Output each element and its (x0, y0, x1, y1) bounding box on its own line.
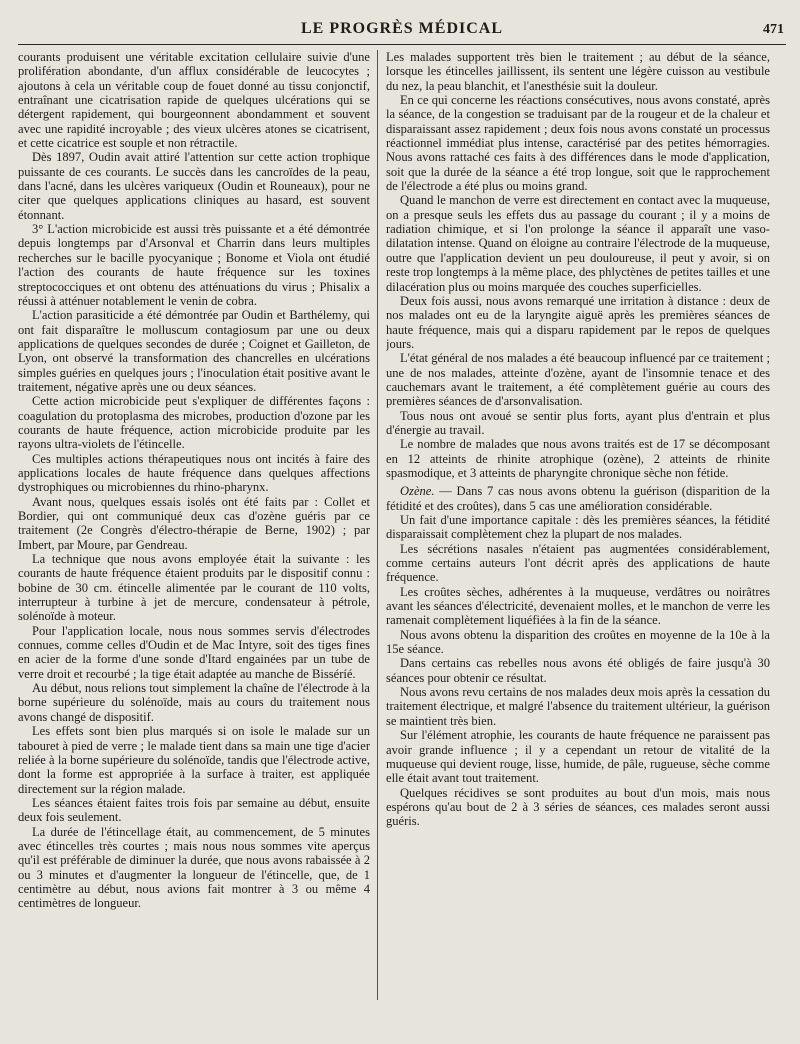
paragraph: Au début, nous relions tout simplement la chaîne de l'électrode à la borne supérieure du solénoïde, mais au cours du traitement nous avons changé de dispositif. (18, 681, 370, 724)
paragraph: Les effets sont bien plus marqués si on isole le malade sur un tabouret à pied de verre ; le malade tient dans sa main une tige d'acier reliée à la borne supérieure du solénoïde, tandis que l'électrode active, dont la forme est appropriée à la surface à traiter, est appliquée directement sur la région malade. (18, 724, 370, 796)
paragraph: Un fait d'une importance capitale : dès les premières séances, la fétidité disparaissait complètement chez la plupart de nos malades. (386, 513, 770, 542)
paragraph: En ce qui concerne les réactions consécutives, nous avons constaté, après la séance, de la congestion se traduisant par de la rougeur et de la chaleur et disparaissant assez rapidement ; deux fois nous avons constaté un processus réactionnel immédiat plus intense, caractérisé par des petites hémorragies. Nous avons rattaché ces faits à des différences dans le mode d'application, soit que la durée de la séance a été trop longue, soit que le rapprochement de l'électrode a été plus ou moins grand. (386, 93, 770, 194)
paragraph: L'action parasiticide a été démontrée par Oudin et Barthélemy, qui ont fait disparaître le molluscum contagiosum par une ou deux applications de quelques secondes de durée ; Coignet et Gailleton, de Lyon, ont observé la transformation des chancrelles en ulcérations simples guéries en quelques jours ; l'inoculation était positive avant le traitement, négative après une ou deux séances. (18, 308, 370, 394)
paragraph-text: Dans 7 cas nous avons obtenu la guérison (disparition de la fétidité et des croûtes), dans 5 cas une amélioration considérable. (386, 484, 770, 513)
column-divider (377, 50, 378, 1000)
paragraph: L'état général de nos malades a été beaucoup influencé par ce traitement ; une de nos malades, atteinte d'ozène, ayant de l'insomnie tenace et des cauchemars avant le traitement, a été complètement guérie au cours des premières séances de d'arsonvalisation. (386, 351, 770, 409)
right-column (386, 50, 770, 1022)
paragraph: La technique que nous avons employée était la suivante : les courants de haute fréquence étaient produits par le dispositif connu : bobine de 30 cm. étincelle alimentée par le courant de 110 volts, interrupteur à turbine à jet de mercure, condensateur à pétrole, solénoïde à moteur. (18, 552, 370, 624)
paragraph: Nous avons obtenu la disparition des croûtes en moyenne de la 10e à la 15e séance. (386, 627, 770, 657)
paragraph: Dès 1897, Oudin avait attiré l'attention sur cette action trophique puissante de ces courants. Le succès dans les cancroïdes de la peau, dans l'acné, dans les ulcères variqueux (Oudin et Rouneaux), pour ne citer que quelques applications cliniques au hasard, est souvent étonnant. (18, 150, 370, 222)
paragraph: Avant nous, quelques essais isolés ont été faits par : Collet et Bordier, qui ont communiqué deux cas d'ozène guéris par ce traitement (2e Congrès d'électro-thérapie de Berne, 1902) ; par Imbert, par Moure, par Gendreau. (18, 494, 370, 552)
paragraph: Ces multiples actions thérapeutiques nous ont incités à faire des applications locales de haute fréquence dans quelques affections dystrophiques ou microbiennes du rhino-pharynx. (18, 451, 370, 495)
paragraph: courants produisent une véritable excitation cellulaire suivie d'une prolifération abondante, d'un afflux considérable de leucocytes ; ajoutons à cela un véritable coup de fouet donné au tissu conjonctif, entraînant une cicatrisation rapide de quelques ulcérations qui se détergent rapidement, qui bourgeonnent abondamment et souvent avec une rapidité incroyable ; des vieux ulcères atones se cicatrisent, et cette cicatrice est souple et non rétractile. (18, 50, 370, 151)
paragraph: Les séances étaient faites trois fois par semaine au début, ensuite deux fois seulement. (18, 795, 370, 825)
paragraph: Nous avons revu certains de nos malades deux mois après la cessation du traitement électrique, et malgré l'absence du traitement ultérieur, la guérison se maintient très bien. (386, 685, 770, 728)
left-column (18, 50, 370, 1022)
page-header (18, 18, 786, 42)
paragraph: Pour l'application locale, nous nous sommes servis d'électrodes connues, comme celles d'Oudin et de Mac Intyre, soit des tiges fines en acier de la forme d'une sonde d'Itard engainées par un tube de verre droit et recourbé ; la tige était adaptée au manche de Bisséríé. (18, 623, 370, 681)
paragraph: Quelques récidives se sont produites au bout d'un mois, mais nous espérons qu'au bout de 2 à 3 séries de séances, ces malades seront aussi guéris. (386, 785, 770, 829)
ozene-paragraph: Ozène. — Dans 7 cas nous avons obtenu la guérison (disparition de la fétidité et des croûtes), dans 5 cas une amélioration considérable. (386, 484, 770, 513)
paragraph: Quand le manchon de verre est directement en contact avec la muqueuse, on a presque seuls les effets dus au passage du courant ; il y a moins de radiation chimique, et si l'on prolonge la séance il apparaît une vaso-dilatation intense. Quand on éloigne au contraire l'électrode de la muqueuse, outre que l'application devient un peu douloureuse, il peut y avoir, si on reste trop longtemps à la même place, des phlyctènes de petites tailles et une dilacération plus ou moins marquée des couches superficielles. (386, 193, 770, 294)
paragraph: La durée de l'étincellage était, au commencement, de 5 minutes avec étincelles très courtes ; mais nous nous sommes vite aperçus qu'il est préférable de diminuer la durée, que nous avons rabaissée à 2 ou 3 minutes et d'augmenter la longueur de l'étincelle, que, de 1 centimètre au début, nous avions fait montrer à 3 ou même 4 centimètres de longueur. (18, 824, 370, 911)
paragraph: Les malades supportent très bien le traitement ; au début de la séance, lorsque les étincelles jaillissent, ils sentent une légère cuisson au vestibule du nez, la peau blanchit, et l'anesthésie suit la douleur. (386, 50, 770, 93)
paragraph: Les croûtes sèches, adhérentes à la muqueuse, verdâtres ou noirâtres avant les séances d'électricité, devenaient molles, et le manchon de verre les ramenait complètement liquéfiées à la fin de la séance. (386, 584, 770, 628)
ozene-section-label: Ozène. (400, 484, 435, 499)
paragraph: Cette action microbicide peut s'expliquer de différentes façons : coagulation du protoplasma des microbes, production d'ozone par les courants de haute fréquence, action microbicide produite par les rayons ultra-violets de l'étincelle. (18, 394, 370, 452)
paragraph: Deux fois aussi, nous avons remarqué une irritation à distance : deux de nos malades ont eu de la laryngite aiguë après les premières séances de haute fréquence, mais qui a disparu rapidement par le repos de quelques jours. (386, 293, 770, 351)
header-rule (18, 44, 786, 45)
page-number: 471 (763, 22, 784, 37)
paragraph: Les sécrétions nasales n'étaient pas augmentées considérablement, comme certains auteurs l'ont décrit après des applications de haute fréquence. (386, 541, 770, 585)
journal-title: LE PROGRÈS MÉDICAL (300, 20, 504, 37)
paragraph: Sur l'élément atrophie, les courants de haute fréquence ne paraissent pas avoir grande influence ; il y a cependant un retour de vitalité de la muqueuse qui devient rouge, lisse, humide, de pâle, rugueuse, sèche comme elle était avant tout traitement. (386, 728, 770, 786)
paragraph: 3° L'action microbicide est aussi très puissante et a été démontrée depuis longtemps par d'Arsonval et Charrin dans leurs multiples recherches sur le bacille pyocyanique ; Bonome et Viola ont étudié l'action des courants de haute fréquence sur les toxines streptococciques et ont obtenu des atténuations du virus ; Phisalix a réussi à atténuer notablement le venin de cobra. (18, 222, 370, 308)
paragraph: Dans certains cas rebelles nous avons été obligés de faire jusqu'à 30 séances pour obtenir ce résultat. (386, 656, 770, 685)
paragraph: Tous nous ont avoué se sentir plus forts, ayant plus d'entrain et plus d'énergie au travail. (386, 408, 770, 437)
paragraph: Le nombre de malades que nous avons traités est de 17 se décomposant en 12 atteints de rhinite atrophique (ozène), 2 atteints de rhinite spasmodique, et 3 atteints de pharyngite chronique sèche non fétide. (386, 437, 770, 480)
